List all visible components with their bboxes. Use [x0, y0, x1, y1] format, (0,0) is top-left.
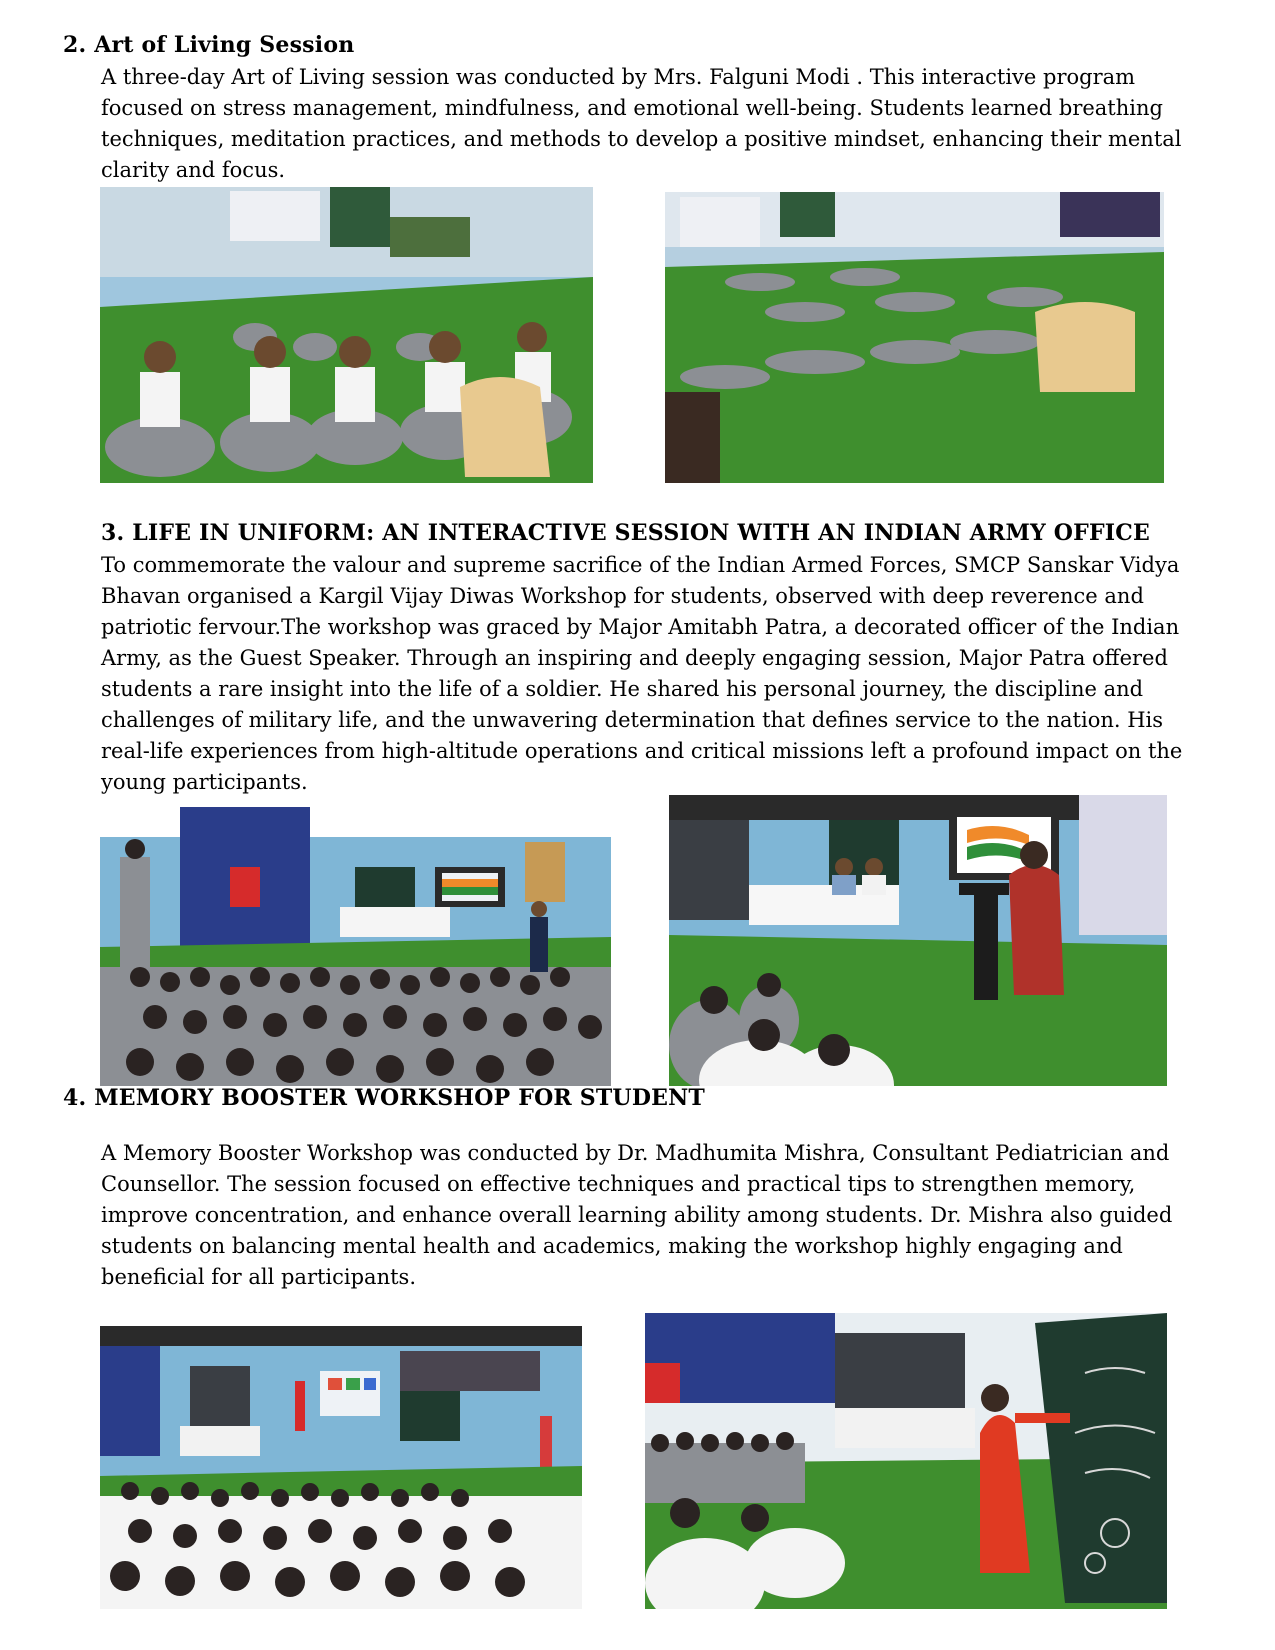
chalkboard-photo [645, 1313, 1167, 1609]
paragraph-line: techniques, meditation practices, and methods to develop a positive mindset, enhancing their mental [101, 127, 1182, 151]
paragraph-line: students a rare insight into the life of a soldier. He shared his personal journey, the discipline and [101, 677, 1144, 701]
paragraph-line: Bhavan organised a Kargil Vijay Diwas Workshop for students, observed with deep reverence and [101, 584, 1144, 608]
paragraph-line: patriotic fervour.The workshop was graced by Major Amitabh Patra, a decorated officer of the Indian [101, 615, 1180, 639]
audience-photo [100, 797, 611, 1086]
classroom-photo [100, 1326, 582, 1609]
speaker-photo [669, 795, 1167, 1086]
paragraph-line: challenges of military life, and the unwavering determination that defines service to the nation. His [101, 708, 1164, 732]
paragraph-line: To commemorate the valour and supreme sacrifice of the Indian Armed Forces, SMCP Sanskar Vidya [101, 553, 1180, 577]
paragraph-line: A three-day Art of Living session was conducted by Mrs. Falguni Modi . This interactive program [101, 65, 1136, 89]
paragraph-line: students on balancing mental health and academics, making the workshop highly engaging and [101, 1234, 1123, 1258]
paragraph-line: Army, as the Guest Speaker. Through an inspiring and deeply engaging session, Major Patra offered [101, 646, 1168, 670]
section-paragraph [101, 62, 1231, 186]
section-paragraph [101, 1138, 1231, 1293]
paragraph-line: focused on stress management, mindfulness, and emotional well-being. Students learned breathing [101, 96, 1163, 120]
paragraph-line: real-life experiences from high-altitude operations and critical missions left a profound impact on the [101, 739, 1183, 763]
section-heading: 2. Art of Living Session [63, 32, 355, 58]
paragraph-line: improve concentration, and enhance overall learning ability among students. Dr. Mishra also guided [101, 1203, 1173, 1227]
meditation-photo [100, 187, 593, 483]
paragraph-line: young participants. [101, 770, 308, 794]
paragraph-line: clarity and focus. [101, 158, 286, 182]
section-paragraph [101, 550, 1231, 798]
section-heading: 3. LIFE IN UNIFORM: AN INTERACTIVE SESSION WITH AN INDIAN ARMY OFFICE [101, 520, 1150, 546]
paragraph-line: A Memory Booster Workshop was conducted by Dr. Madhumita Mishra, Consultant Pediatrician and [101, 1141, 1170, 1165]
relaxation-photo [665, 192, 1164, 483]
paragraph-line: Counsellor. The session focused on effective techniques and practical tips to strengthen memory, [101, 1172, 1136, 1196]
section-heading: 4. MEMORY BOOSTER WORKSHOP FOR STUDENT [63, 1085, 705, 1111]
paragraph-line: beneficial for all participants. [101, 1265, 416, 1289]
